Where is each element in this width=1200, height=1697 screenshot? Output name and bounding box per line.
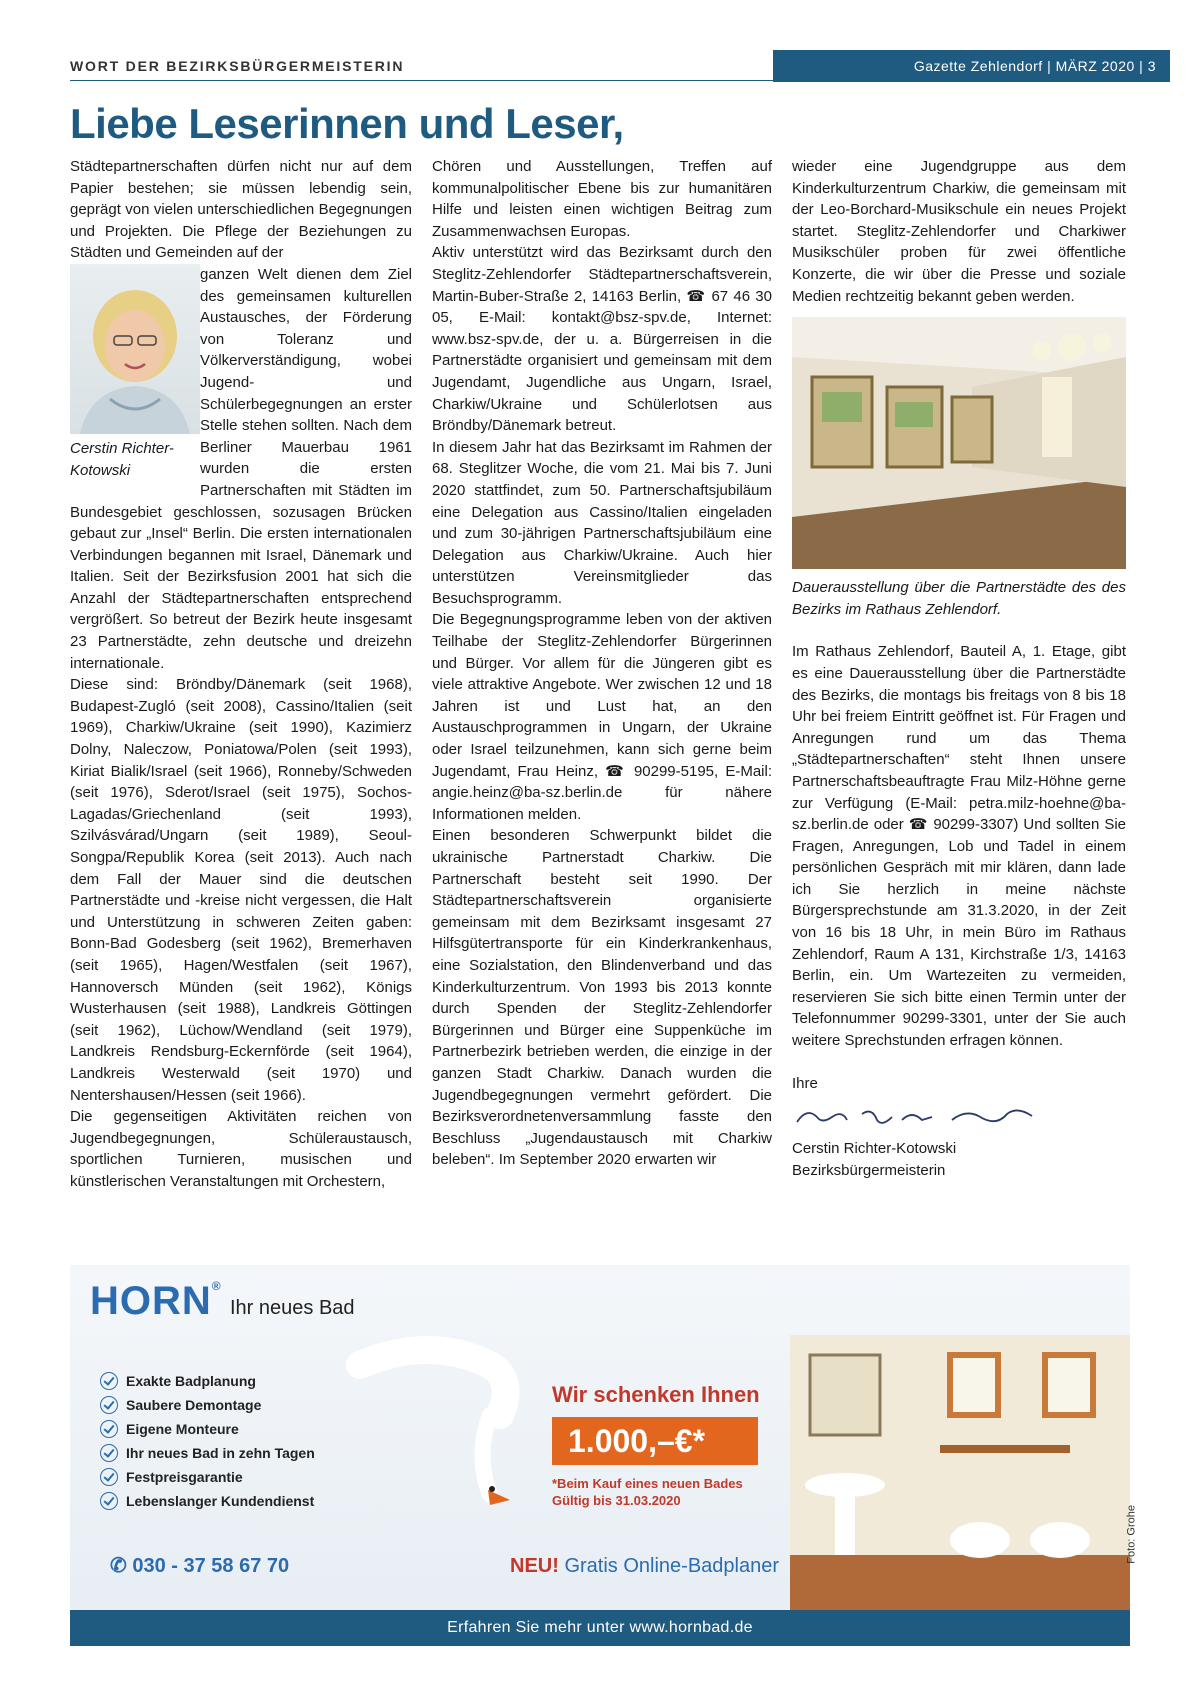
column-3 bbox=[792, 156, 1126, 1181]
header-rule bbox=[70, 80, 1170, 81]
feature-item: Festpreisgarantie bbox=[100, 1465, 315, 1489]
check-icon bbox=[100, 1420, 118, 1438]
feature-item: Lebenslanger Kundendienst bbox=[100, 1489, 315, 1513]
online-planner-link[interactable]: NEU! Gratis Online-Badplaner bbox=[510, 1555, 780, 1577]
section-label: WORT DER BEZIRKSBÜRGERMEISTERIN bbox=[70, 58, 405, 74]
bathroom-photo bbox=[790, 1335, 1138, 1610]
portrait-caption: Cerstin Richter-Kotowski bbox=[70, 439, 174, 479]
col2-paragraph-5: Einen besonderen Schwerpunkt bildet die ukrainische Partnerstadt Charkiw. Die Partnerschaft besteht seit 1990. Der Städtepartnerschaftsverein organisierte gemeinsam mit dem Bezirksamt insgesamt 27 Hilfsgütertransporte für ein Kinderkrankenhaus, eine Sozialstation, den Blindenverband und das Kinderkulturzentrum. Von 1993 bis 2013 konnte durch Spenden der Steglitz-Zehlendorfer Bürgerinnen und Bürger eine Suppenküche im Partnerbezirk betrieben werden, die einzige in der ganzen Stadt Charkiw. Danach wurden die Jugendbegegnungen vermehrt gefördert. Die Bezirksverordnetenversammlung fasste den Beschluss „Jugendaustausch mit Charkiw beleben“. Im September 2020 erwarten wir bbox=[432, 827, 772, 1169]
ad-features bbox=[100, 1369, 315, 1513]
col1-paragraph-2: Diese sind: Bröndby/Dänemark (seit 1968), Budapest-Zugló (seit 2008), Cassino/Italien (seit 1969), Charkiw/Ukraine (seit 1990), Kazimierz Dolny, Naleczow, Poniatowa/Polen (seit 1993), Kiriat Bialik/Israel (seit 1966), Ronneby/Schweden (seit 1976), Sderot/Israel (seit 1975), Sochos-Lagadas/Griechenland (seit 1993), Szilvásvárad/Ungarn (seit 1989), Seoul-Songpa/Republik Korea (seit 2013). Auch nach dem Fall der Mauer sind die deutschen Partnerstädte und -kreise nicht vergessen, die Halt und Unterstützung in schweren Zeiten gaben: Bonn-Bad Godesberg (seit 1962), Bremerhaven (seit 1965), Hagen/Westfalen (seit 1967), Hannoversch Münden (seit 1962), Königs Wusterhausen (seit 1988), Landkreis Göttingen (seit 1962), Lüchow/Wendland (seit 1979), Landkreis Rendsburg-Eckernförde (seit 1964), Landkreis Westerwald (seit 1970) und Nentershausen/Hessen (seit 1966). bbox=[70, 676, 412, 1104]
photo-credit: Foto: Grohe bbox=[1126, 1505, 1138, 1564]
col2-paragraph-1: Chören und Ausstellungen, Treffen auf kommunalpolitischer Ebene bis zur humanitären Hilfe und leisten einen wichtigen Beitrag zum Zusammenwachsen Europas. bbox=[432, 158, 772, 240]
horn-logo: HORN® bbox=[90, 1279, 222, 1323]
signature-name: Cerstin Richter-Kotowski bbox=[792, 1140, 957, 1158]
gift-title: Wir schenken Ihnen bbox=[552, 1382, 760, 1407]
check-icon bbox=[100, 1444, 118, 1462]
col2-paragraph-3: In diesem Jahr hat das Bezirksamt im Rahmen der 68. Steglitzer Woche, die vom 21. Mai bis 7. Juni 2020 stattfindet, zum 50. Partnerschaftsjubiläum eine Delegation aus Cassino/Italien eingeladen und zum 30-jährigen Partnerschaftsjubiläum eine Delegation aus Charkiw/Ukraine. Auch hier unterstützen Vereinsmitglieder das Besuchsprogramm. bbox=[432, 438, 772, 607]
feature-item: Exakte Badplanung bbox=[100, 1369, 315, 1393]
ad-tagline: Ihr neues Bad bbox=[230, 1297, 355, 1319]
check-icon bbox=[100, 1372, 118, 1390]
column-2 bbox=[432, 156, 772, 1171]
horn-advertisement[interactable] bbox=[70, 1265, 1138, 1646]
col3-paragraph-2: Im Rathaus Zehlendorf, Bauteil A, 1. Etage, gibt es eine Dauerausstellung über die Partnerstädte des Bezirks, die montags bis freitags von 8 bis 18 Uhr bei freiem Eintritt geöffnet ist. Für Fragen und Anregungen rund um das Thema „Städtepartnerschaften“ steht Ihnen unsere Partnerschaftsbeauftragte Frau Milz-Höhne gerne zur Verfügung (E-Mail: petra.milz-hoehne@ba-sz.berlin.de oder ☎ 90299-3307) Und sollten Sie Fragen, Anregungen, Lob und Tadel in einem persönlichen Gespräch mit mir klären, dann lade ich Sie herzlich in meine nächste Bürgersprechstunde am 31.3.2020, in der Zeit von 16 bis 18 Uhr, in mein Büro im Rathaus Zehlendorf, Raum A 131, Kirchstraße 1/3, 14163 Berlin, ein. Um Wartezeiten zu vermeiden, reservieren Sie sich bitte einen Termin unter der Telefonnummer 90299-3301, unter der Sie auch weitere Sprechstunden erfragen können. bbox=[792, 643, 1126, 1050]
photo-caption: Dauerausstellung über die Partnerstädte des des Bezirks im Rathaus Zehlendorf. bbox=[792, 579, 1126, 618]
col2-paragraph-2: Aktiv unterstützt wird das Bezirksamt durch den Steglitz-Zehlendorfer Städtepartnerschaftsverein, Martin-Buber-Straße 2, 14163 Berlin, ☎ 67 46 30 05, E-Mail: kontakt@bsz-spv.de, Internet: www.bsz-spv.de, der u. a. Bürgerreisen in die Partnerstädte organisiert und gemeinsam mit dem Jugendamt, Jugendliche aus Ungarn, Israel, Charkiw/Ukraine und Schülerlotsen aus Bröndby/Dänemark betreut. bbox=[432, 244, 772, 435]
column-1 bbox=[70, 156, 412, 1193]
signature-image bbox=[792, 1102, 1126, 1132]
ad-footer-link[interactable]: Erfahren Sie mehr unter www.hornbad.de bbox=[70, 1610, 1130, 1646]
gift-value: 1.000,–€* bbox=[552, 1417, 758, 1465]
feature-item: Eigene Monteure bbox=[100, 1417, 315, 1441]
col3-paragraph-1: wieder eine Jugendgruppe aus dem Kinderkulturzentrum Charkiw, die gemeinsam mit der Leo-Borchard-Musikschule ein neues Projekt startet. Steglitz-Zehlendorfer und Charkiwer Musikschüler proben für zwei öffentliche Konzerte, die wir über die Presse und soziale Medien rechtzeitig bekannt geben werden. bbox=[792, 158, 1126, 305]
check-icon bbox=[100, 1396, 118, 1414]
portrait-photo bbox=[70, 264, 200, 434]
check-icon bbox=[100, 1492, 118, 1510]
phone-icon: ✆ bbox=[110, 1555, 133, 1577]
swan-illustration bbox=[340, 1325, 540, 1525]
feature-item: Ihr neues Bad in zehn Tagen bbox=[100, 1441, 315, 1465]
check-icon bbox=[100, 1468, 118, 1486]
col1-paragraph-3: Die gegenseitigen Aktivitäten reichen von Jugendbegegnungen, Schüleraustausch, sportlichen Turnieren, musischen und künstlerischen Veranstaltungen mit Orchestern, bbox=[70, 1108, 412, 1190]
intro-text-lead: Städtepartnerschaften dürfen nicht nur auf dem Papier bestehen; sie müssen lebendig sein, geprägt von vielen unterschiedlichen Begegnungen und Projekten. Die Pflege der Beziehungen zu Städten und Gemeinden auf der bbox=[70, 158, 412, 262]
closing: Ihre bbox=[792, 1074, 818, 1092]
headline: Liebe Leserinnen und Leser, bbox=[70, 100, 624, 147]
issue-label: Gazette Zehlendorf | MÄRZ 2020 | 3 bbox=[773, 50, 1170, 82]
portrait-block bbox=[70, 264, 200, 481]
col2-paragraph-4: Die Begegnungsprogramme leben von der aktiven Teilhabe der Steglitz-Zehlendorfer Bürgerinnen und Bürger. Vor allem für die Jüngeren gibt es viele attraktive Angebote. Wer zwischen 12 und 18 Jahren ist und Lust hat, an den Austauschprogrammen in Ungarn, der Ukraine oder Israel teilzunehmen, kann sich gerne beim Jugendamt, Frau Heinz, ☎ 90299-5195, E-Mail: angie.heinz@ba-sz.berlin.de für nähere Informationen melden. bbox=[432, 611, 772, 823]
gift-note: *Beim Kauf eines neuen Bades Gültig bis 31.03.2020 bbox=[552, 1476, 743, 1508]
ad-phone[interactable]: ✆ 030 - 37 58 67 70 bbox=[110, 1555, 290, 1577]
signature-title: Bezirksbürgermeisterin bbox=[792, 1161, 946, 1179]
exhibition-photo bbox=[792, 317, 1126, 569]
col1-paragraph-1: ganzen Welt dienen dem Ziel des gemeinsamen kulturellen Austausches, der Förderung von Toleranz und Völkerverständigung, wobei Jugend- und Schülerbegegnungen an erster Stelle stehen sollten. Nach dem Berliner Mauerbau 1961 wurden die ersten Partnerschaften mit Städten im Bundesgebiet geschlossen, sozusagen Brücken gebaut zur „Insel“ Berlin. Die ersten internationalen Verbindungen begannen mit Israel, Dänemark und Italien. Seit der Bezirksfusion 2001 hat sich die Anzahl der Städtepartnerschaften entsprechend vergrößert. So betreut der Bezirk heute insgesamt 23 Partnerstädte, zehn deutsche und dreizehn internationale. bbox=[70, 265, 412, 672]
feature-item: Saubere Demontage bbox=[100, 1393, 315, 1417]
